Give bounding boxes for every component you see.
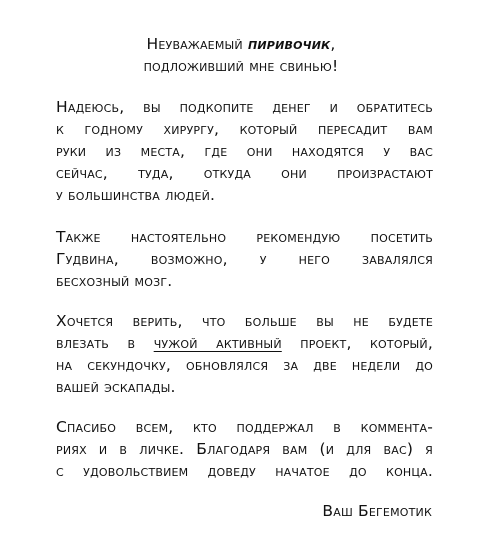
paragraph-1-line: руки из места, где они находятся у вас xyxy=(56,142,433,160)
paragraph-1-line: сейчас, туда, откуда они произрастают xyxy=(56,164,433,182)
paragraph-3-text: влезать в xyxy=(56,334,154,352)
paragraph-3-line xyxy=(56,332,433,354)
paragraph-2-line: бесхозный мозг. xyxy=(56,272,173,290)
paragraph-4-line: Спасибо всем, кто поддержал в коммента- xyxy=(56,418,433,436)
greeting-comma: , xyxy=(330,35,336,53)
underlined-phrase: чужой активный xyxy=(153,334,282,352)
paragraph-2-line: Гудвина, возможно, у него завалялся xyxy=(56,250,433,268)
signature: Ваш Бегемотик xyxy=(322,502,432,520)
paragraph-3-line: Хочется верить, что больше вы не будете xyxy=(56,312,433,330)
paragraph-1-line: к годному хирургу, который пересадит вам xyxy=(56,120,433,138)
paragraph-3-text: проект, который, xyxy=(281,334,433,352)
paragraph-4-line: с удовольствием доведу начатое до конца. xyxy=(56,462,433,480)
greeting-addressee: пиривочик xyxy=(248,35,331,53)
greeting-line-1 xyxy=(0,33,482,55)
paragraph-2-line: Также настоятельно рекомендую посетить xyxy=(56,228,433,246)
greeting-line-2: подложивший мне свинью! xyxy=(143,57,339,75)
paragraph-3-line: вашей эскапады. xyxy=(56,378,176,396)
paragraph-3-line: на секундочку, обновлялся за две недели до xyxy=(56,356,433,374)
paragraph-4-line: риях и в личке. Благодаря вам (и для вас) я xyxy=(56,440,433,458)
paragraph-1-line: у большинства людей. xyxy=(56,186,216,204)
paragraph-1-line: Надеюсь, вы подкопите денег и обратитесь xyxy=(56,98,433,116)
greeting-prefix: Неуважаемый xyxy=(146,35,248,53)
